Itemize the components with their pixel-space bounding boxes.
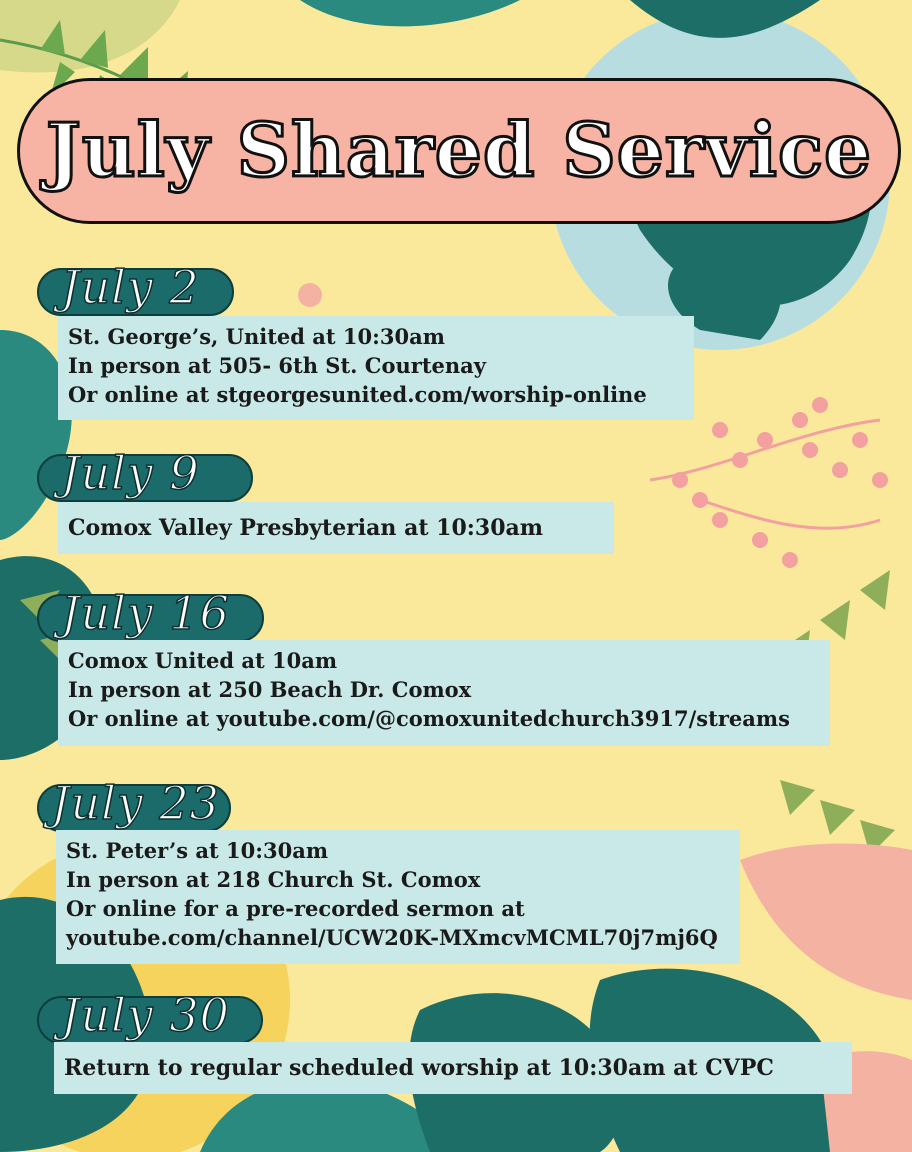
event-date: July 9	[61, 446, 200, 500]
event-line: In person at 505- 6th St. Courtenay	[68, 353, 486, 378]
event-info-july-2	[58, 316, 694, 420]
event-line: youtube.com/channel/UCW20K-MXmcvMCML70j7mj6Q	[66, 925, 718, 950]
event-line: In person at 218 Church St. Comox	[66, 867, 481, 892]
event-line: Or online at youtube.com/@comoxunitedchurch3917/streams	[68, 706, 790, 731]
event-date: July 30	[61, 988, 230, 1042]
event-date: July 2	[61, 260, 200, 314]
page-title: July Shared Service	[45, 108, 873, 194]
event-line: In person at 250 Beach Dr. Comox	[68, 677, 472, 702]
event-line: Comox Valley Presbyterian at 10:30am	[68, 515, 544, 541]
date-pill-july-2	[37, 260, 234, 316]
event-line: St. George’s, United at 10:30am	[68, 324, 445, 349]
event-info-july-23	[56, 830, 740, 964]
date-pill-july-30	[37, 988, 263, 1044]
date-pill-july-23	[37, 776, 231, 832]
date-pill-july-9	[37, 446, 253, 502]
event-info-july-9	[58, 502, 614, 554]
event-date: July 23	[51, 776, 220, 830]
event-line: Or online at stgeorgesunited.com/worship-online	[68, 382, 647, 407]
date-pill-july-16	[37, 586, 264, 642]
event-line: Return to regular scheduled worship at 10:30am at CVPC	[64, 1055, 774, 1081]
title-banner	[17, 78, 901, 224]
event-line: St. Peter’s at 10:30am	[66, 838, 329, 863]
event-line: Comox United at 10am	[68, 648, 338, 673]
event-info-july-16	[58, 640, 830, 746]
event-info-july-30	[54, 1042, 852, 1094]
event-date: July 16	[61, 586, 230, 640]
event-line: Or online for a pre-recorded sermon at	[66, 896, 525, 921]
